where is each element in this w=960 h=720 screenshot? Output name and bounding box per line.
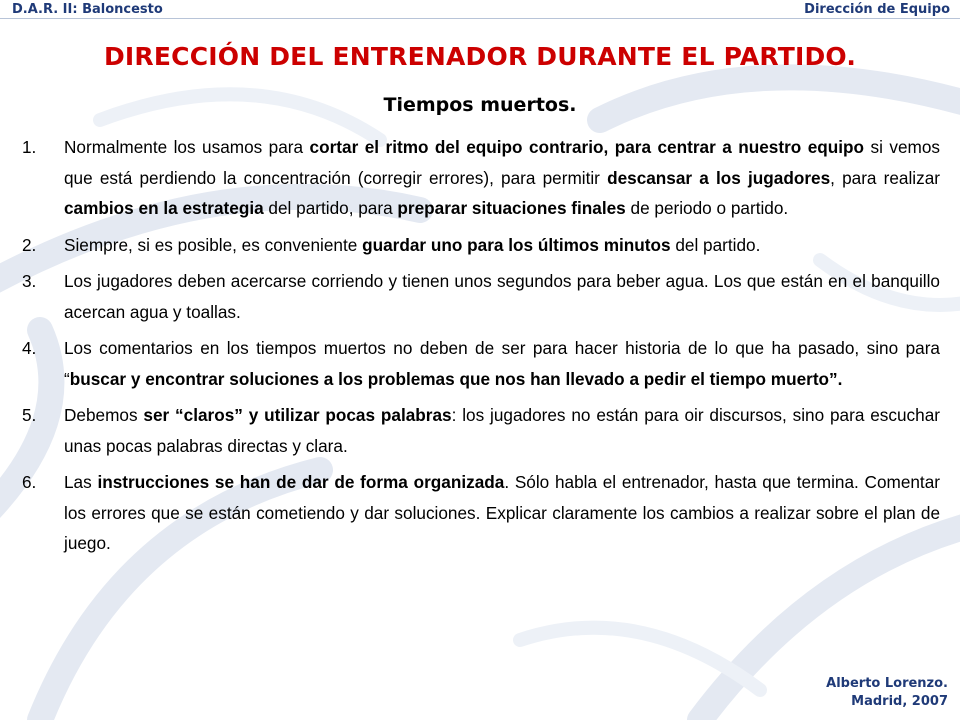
- section-label: Dirección de Equipo: [804, 2, 950, 17]
- header-divider: [0, 18, 960, 19]
- list-item-text: Debemos ser “claros” y utilizar pocas palabras: los jugadores no están para oir discursos, sino para escuchar unas pocas palabras directas y clara.: [64, 405, 940, 456]
- list-item: [22, 400, 940, 461]
- list-item: [22, 132, 940, 224]
- page-subtitle: Tiempos muertos.: [383, 94, 577, 116]
- course-label: D.A.R. II: Baloncesto: [12, 2, 163, 17]
- author-footer: [826, 675, 948, 711]
- list-item-number: 1.: [22, 137, 37, 157]
- author-name: Alberto Lorenzo.: [826, 676, 948, 691]
- list-item-text: Las instrucciones se han de dar de forma organizada. Sólo habla el entrenador, hasta que termina. Comentar los errores que se están cometiendo y dar soluciones. Explicar claramente los cambios a realizar sobre el plan de juego.: [64, 472, 940, 553]
- list-item: [22, 230, 940, 261]
- list-item-text: Normalmente los usamos para cortar el ritmo del equipo contrario, para centrar a nuestro equipo si vemos que está perdiendo la concentración (corregir errores), para permitir descansar a los jugadores, para realizar cambios en la estrategia del partido, para preparar situaciones finales de periodo o partido.: [64, 137, 941, 218]
- list-item-text: Siempre, si es posible, es conveniente guardar uno para los últimos minutos del partido.: [64, 234, 761, 255]
- list-item-number: 4.: [22, 338, 37, 358]
- list-item-text: Los comentarios en los tiempos muertos no deben de ser para hacer historia de lo que ha pasado, sino para “buscar y encontrar soluciones a los problemas que nos han llevado a pedir el tiempo muerto”.: [64, 338, 940, 389]
- list-item-number: 3.: [22, 271, 37, 291]
- list-item: [22, 266, 940, 327]
- list-item: [22, 467, 940, 559]
- list-item: [22, 333, 940, 394]
- list-item-text: Los jugadores deben acercarse corriendo y tienen unos segundos para beber agua. Los que están en el banquillo acercan agua y toallas.: [64, 271, 940, 322]
- page-title: DIRECCIÓN DEL ENTRENADOR DURANTE EL PARTIDO.: [103, 42, 857, 71]
- list-item-number: 6.: [22, 472, 37, 492]
- place-year: Madrid, 2007: [851, 694, 948, 709]
- numbered-list: [22, 132, 940, 565]
- list-item-number: 2.: [22, 234, 37, 255]
- list-item-number: 5.: [22, 405, 37, 425]
